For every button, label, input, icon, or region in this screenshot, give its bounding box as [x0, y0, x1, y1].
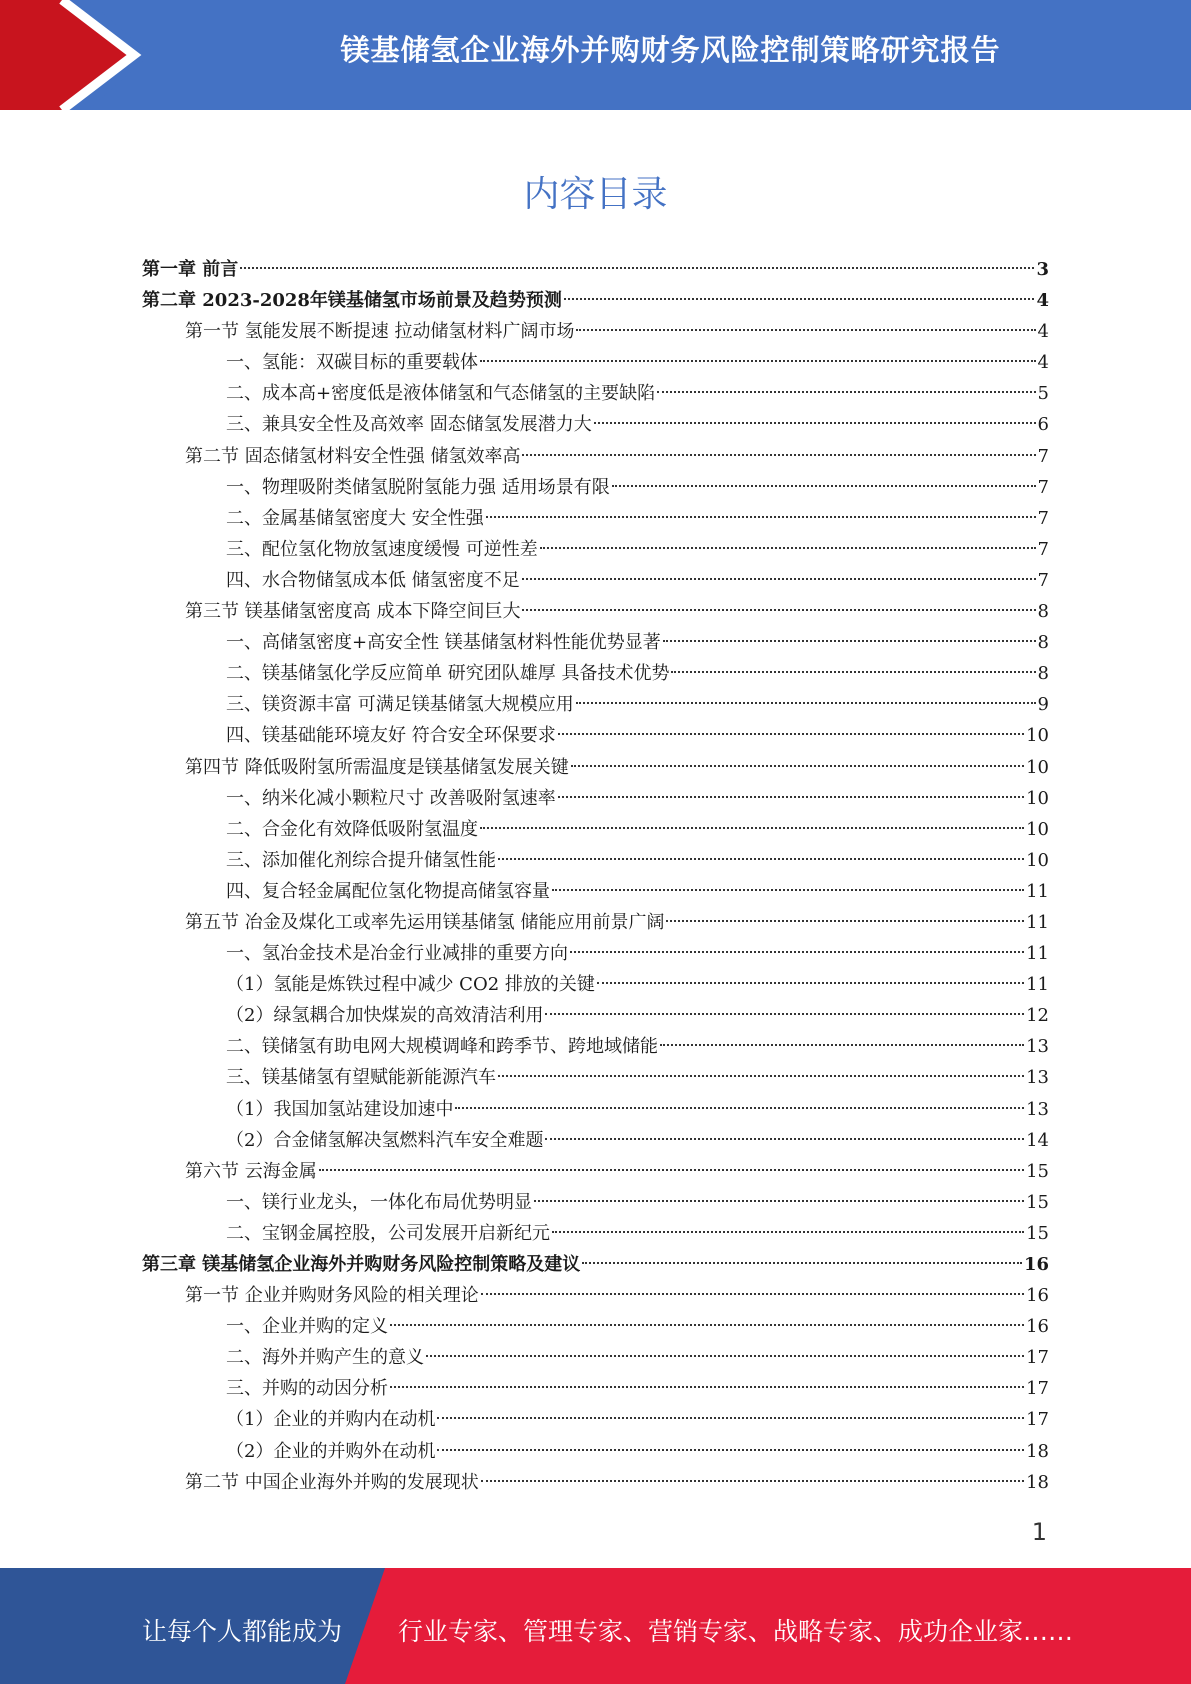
toc-entry-label: 四、水合物储氢成本低 储氢密度不足: [226, 569, 520, 591]
toc-entry-label: 第二节 固态储氢材料安全性强 储氢效率高: [185, 445, 521, 467]
toc-entry-page: 14: [1026, 1129, 1049, 1151]
toc-entry[interactable]: [142, 441, 1049, 472]
toc-entry[interactable]: [142, 907, 1049, 938]
toc-entry-page: 10: [1026, 818, 1049, 840]
table-of-contents: [142, 254, 1049, 1498]
toc-dot-leader: [552, 1231, 1024, 1233]
toc-entry[interactable]: [142, 285, 1049, 316]
toc-entry[interactable]: [142, 845, 1049, 876]
report-footer: [0, 1568, 1191, 1684]
toc-entry-page: 3: [1036, 259, 1049, 280]
toc-entry-page: 16: [1026, 1285, 1049, 1307]
toc-entry[interactable]: [142, 752, 1049, 783]
toc-entry[interactable]: [142, 1031, 1049, 1062]
toc-entry-page: 4: [1037, 352, 1049, 374]
toc-entry[interactable]: [142, 472, 1049, 503]
toc-entry-page: 15: [1026, 1191, 1049, 1213]
toc-entry[interactable]: [142, 1156, 1049, 1187]
toc-entry-label: 一、物理吸附类储氢脱附氢能力强 适用场景有限: [226, 476, 610, 498]
toc-entry-page: 7: [1037, 538, 1049, 560]
toc-entry-page: 10: [1026, 756, 1049, 778]
toc-entry[interactable]: [142, 1311, 1049, 1342]
toc-entry[interactable]: [142, 1467, 1049, 1498]
footer-slogan-left: 让每个人都能成为: [142, 1617, 343, 1646]
toc-entry-label: （1）氢能是炼铁过程中减少 CO2 排放的关键: [226, 974, 595, 996]
toc-entry[interactable]: [142, 783, 1049, 814]
toc-entry-label: 三、兼具安全性及高效率 固态储氢发展潜力大: [226, 414, 592, 436]
toc-entry-label: 三、镁基储氢有望赋能新能源汽车: [226, 1067, 496, 1089]
toc-entry-label: 一、高储氢密度+高安全性 镁基储氢材料性能优势显著: [226, 632, 661, 654]
toc-entry-label: 二、宝钢金属控股，公司发展开启新纪元: [226, 1222, 550, 1244]
header-arrow-graphic: [0, 0, 160, 110]
toc-entry-label: 二、金属基储氢密度大 安全性强: [226, 507, 484, 529]
toc-entry-page: 8: [1037, 632, 1049, 654]
toc-entry-page: 13: [1026, 1036, 1049, 1058]
toc-entry-label: （1）我国加氢站建设加速中: [226, 1098, 454, 1120]
toc-entry-page: 10: [1026, 787, 1049, 809]
toc-entry-label: 一、氢能：双碳目标的重要载体: [226, 352, 478, 374]
toc-entry-label: 第三节 镁基储氢密度高 成本下降空间巨大: [185, 601, 521, 623]
toc-dot-leader: [522, 578, 1036, 580]
toc-entry[interactable]: [142, 347, 1049, 378]
toc-dot-leader: [390, 1386, 1024, 1388]
toc-entry-label: 第二章 2023-2028年镁基储氢市场前景及趋势预测: [142, 290, 562, 312]
toc-entry-label: 第一节 企业并购财务风险的相关理论: [185, 1285, 479, 1307]
toc-entry-label: （2）绿氢耦合加快煤炭的高效清洁利用: [226, 1005, 544, 1027]
toc-dot-leader: [319, 1169, 1024, 1171]
toc-entry[interactable]: [142, 1342, 1049, 1373]
toc-entry-label: 一、氢冶金技术是冶金行业减排的重要方向: [226, 943, 568, 965]
toc-entry[interactable]: [142, 1218, 1049, 1249]
toc-dot-leader: [582, 1262, 1022, 1264]
toc-dot-leader: [612, 485, 1036, 487]
toc-entry-page: 11: [1026, 880, 1049, 902]
toc-dot-leader: [480, 827, 1024, 829]
toc-entry[interactable]: [142, 1373, 1049, 1404]
toc-entry[interactable]: [142, 565, 1049, 596]
toc-entry[interactable]: [142, 689, 1049, 720]
toc-dot-leader: [498, 1075, 1024, 1077]
toc-entry-page: 9: [1037, 694, 1049, 716]
toc-entry[interactable]: [142, 316, 1049, 347]
toc-entry[interactable]: [142, 1436, 1049, 1467]
toc-entry-page: 11: [1026, 974, 1049, 996]
toc-entry-label: （2）合金储氢解决氢燃料汽车安全难题: [226, 1129, 544, 1151]
toc-entry-label: 三、添加催化剂综合提升储氢性能: [226, 849, 496, 871]
toc-entry[interactable]: [142, 254, 1049, 285]
toc-entry-label: 四、镁基础能环境友好 符合安全环保要求: [226, 725, 556, 747]
toc-entry-page: 10: [1026, 849, 1049, 871]
page-number: 1: [1031, 1518, 1047, 1546]
toc-entry[interactable]: [142, 1000, 1049, 1031]
toc-entry[interactable]: [142, 1094, 1049, 1125]
toc-entry[interactable]: [142, 503, 1049, 534]
toc-dot-leader: [660, 1044, 1024, 1046]
toc-entry-label: 第三章 镁基储氢企业海外并购财务风险控制策略及建议: [142, 1254, 581, 1275]
toc-entry-page: 18: [1026, 1440, 1049, 1462]
toc-dot-leader: [663, 640, 1036, 642]
toc-entry-page: 10: [1026, 725, 1049, 747]
toc-entry-label: 二、合金化有效降低吸附氢温度: [226, 818, 478, 840]
toc-dot-leader: [666, 920, 1024, 922]
toc-entry[interactable]: [142, 1404, 1049, 1435]
toc-entry-label: （2）企业的并购外在动机: [226, 1440, 436, 1462]
toc-entry-label: 第一节 氢能发展不断提速 拉动储氢材料广阔市场: [185, 321, 575, 343]
toc-entry[interactable]: [142, 596, 1049, 627]
toc-entry-label: （1）企业的并购内在动机: [226, 1409, 436, 1431]
toc-entry-label: 第二节 中国企业海外并购的发展现状: [185, 1471, 479, 1493]
toc-entry-page: 13: [1026, 1067, 1049, 1089]
toc-entry-page: 8: [1037, 663, 1049, 685]
toc-entry-page: 16: [1023, 1254, 1049, 1275]
toc-entry-page: 7: [1037, 476, 1049, 498]
toc-dot-leader: [657, 391, 1035, 393]
toc-entry-page: 11: [1026, 911, 1049, 933]
toc-entry-label: 一、企业并购的定义: [226, 1316, 388, 1338]
toc-entry[interactable]: [142, 1125, 1049, 1156]
toc-entry-label: 第一章 前言: [142, 259, 239, 280]
toc-entry-label: 二、成本高+密度低是液体储氢和气态储氢的主要缺陷: [226, 383, 656, 405]
toc-entry-page: 12: [1026, 1005, 1049, 1027]
toc-dot-leader: [480, 360, 1036, 362]
toc-entry[interactable]: [142, 378, 1049, 409]
toc-dot-leader: [540, 547, 1036, 549]
toc-dot-leader: [671, 671, 1035, 673]
toc-entry-label: 三、镁资源丰富 可满足镁基储氢大规模应用: [226, 694, 574, 716]
toc-entry[interactable]: [142, 1280, 1049, 1311]
toc-dot-leader: [594, 422, 1036, 424]
toc-dot-leader: [486, 516, 1036, 518]
toc-dot-leader: [240, 267, 1034, 269]
toc-entry-label: 第四节 降低吸附氢所需温度是镁基储氢发展关键: [185, 756, 569, 778]
toc-entry-page: 4: [1037, 321, 1049, 343]
toc-entry[interactable]: [142, 409, 1049, 440]
toc-dot-leader: [390, 1324, 1024, 1326]
toc-entry-page: 7: [1037, 569, 1049, 591]
toc-dot-leader: [534, 1200, 1024, 1202]
toc-dot-leader: [481, 1293, 1024, 1295]
toc-entry-page: 6: [1037, 414, 1049, 436]
toc-entry[interactable]: [142, 1062, 1049, 1093]
toc-entry-label: 三、并购的动因分析: [226, 1378, 388, 1400]
toc-entry-label: 四、复合轻金属配位氢化物提高储氢容量: [226, 880, 550, 902]
toc-dot-leader: [437, 1417, 1024, 1419]
toc-entry[interactable]: [142, 658, 1049, 689]
toc-entry-page: 5: [1037, 383, 1049, 405]
toc-dot-leader: [571, 765, 1024, 767]
toc-entry[interactable]: [142, 938, 1049, 969]
report-title: 镁基储氢企业海外并购财务风险控制策略研究报告: [340, 33, 1001, 67]
toc-entry-page: 11: [1026, 943, 1049, 965]
toc-dot-leader: [455, 1107, 1024, 1109]
toc-entry-page: 8: [1037, 601, 1049, 623]
toc-entry-page: 17: [1026, 1347, 1049, 1369]
report-header: [0, 0, 1191, 110]
toc-entry-page: 17: [1026, 1378, 1049, 1400]
toc-entry[interactable]: [142, 627, 1049, 658]
toc-heading: 内容目录: [523, 174, 668, 215]
toc-entry[interactable]: [142, 1249, 1049, 1280]
toc-entry-page: 4: [1036, 290, 1049, 312]
toc-dot-leader: [564, 298, 1035, 300]
toc-dot-leader: [545, 1013, 1024, 1015]
toc-entry-page: 15: [1026, 1222, 1049, 1244]
toc-entry-page: 13: [1026, 1098, 1049, 1120]
toc-entry-label: 一、镁行业龙头，一体化布局优势明显: [226, 1191, 532, 1213]
toc-dot-leader: [570, 951, 1024, 953]
toc-entry-page: 7: [1037, 507, 1049, 529]
toc-entry[interactable]: [142, 876, 1049, 907]
toc-dot-leader: [498, 858, 1024, 860]
toc-dot-leader: [576, 702, 1036, 704]
toc-entry-page: 18: [1026, 1471, 1049, 1493]
toc-entry[interactable]: [142, 969, 1049, 1000]
toc-entry-label: 二、镁储氢有助电网大规模调峰和跨季节、跨地域储能: [226, 1036, 658, 1058]
toc-dot-leader: [597, 982, 1024, 984]
toc-dot-leader: [522, 454, 1035, 456]
toc-dot-leader: [576, 329, 1035, 331]
toc-dot-leader: [558, 733, 1024, 735]
toc-dot-leader: [437, 1449, 1024, 1451]
toc-dot-leader: [545, 1138, 1024, 1140]
footer-slogan-right: 行业专家、管理专家、营销专家、战略专家、成功企业家……: [398, 1617, 1074, 1646]
toc-entry-label: 三、配位氢化物放氢速度缓慢 可逆性差: [226, 538, 538, 560]
toc-entry-label: 二、镁基储氢化学反应简单 研究团队雄厚 具备技术优势: [226, 663, 670, 685]
toc-dot-leader: [558, 796, 1024, 798]
toc-dot-leader: [552, 889, 1024, 891]
toc-dot-leader: [481, 1480, 1024, 1482]
toc-dot-leader: [426, 1355, 1024, 1357]
toc-entry[interactable]: [142, 814, 1049, 845]
toc-entry-page: 16: [1026, 1316, 1049, 1338]
toc-entry-page: 15: [1026, 1160, 1049, 1182]
toc-entry[interactable]: [142, 1187, 1049, 1218]
toc-entry-page: 17: [1026, 1409, 1049, 1431]
toc-entry-label: 二、海外并购产生的意义: [226, 1347, 424, 1369]
toc-entry-label: 第五节 冶金及煤化工或率先运用镁基储氢 储能应用前景广阔: [185, 911, 665, 933]
toc-entry[interactable]: [142, 534, 1049, 565]
toc-dot-leader: [522, 609, 1035, 611]
toc-entry-page: 7: [1037, 445, 1049, 467]
toc-entry-label: 第六节 云海金属: [185, 1160, 317, 1182]
toc-entry[interactable]: [142, 720, 1049, 751]
toc-entry-label: 一、纳米化减小颗粒尺寸 改善吸附氢速率: [226, 787, 556, 809]
